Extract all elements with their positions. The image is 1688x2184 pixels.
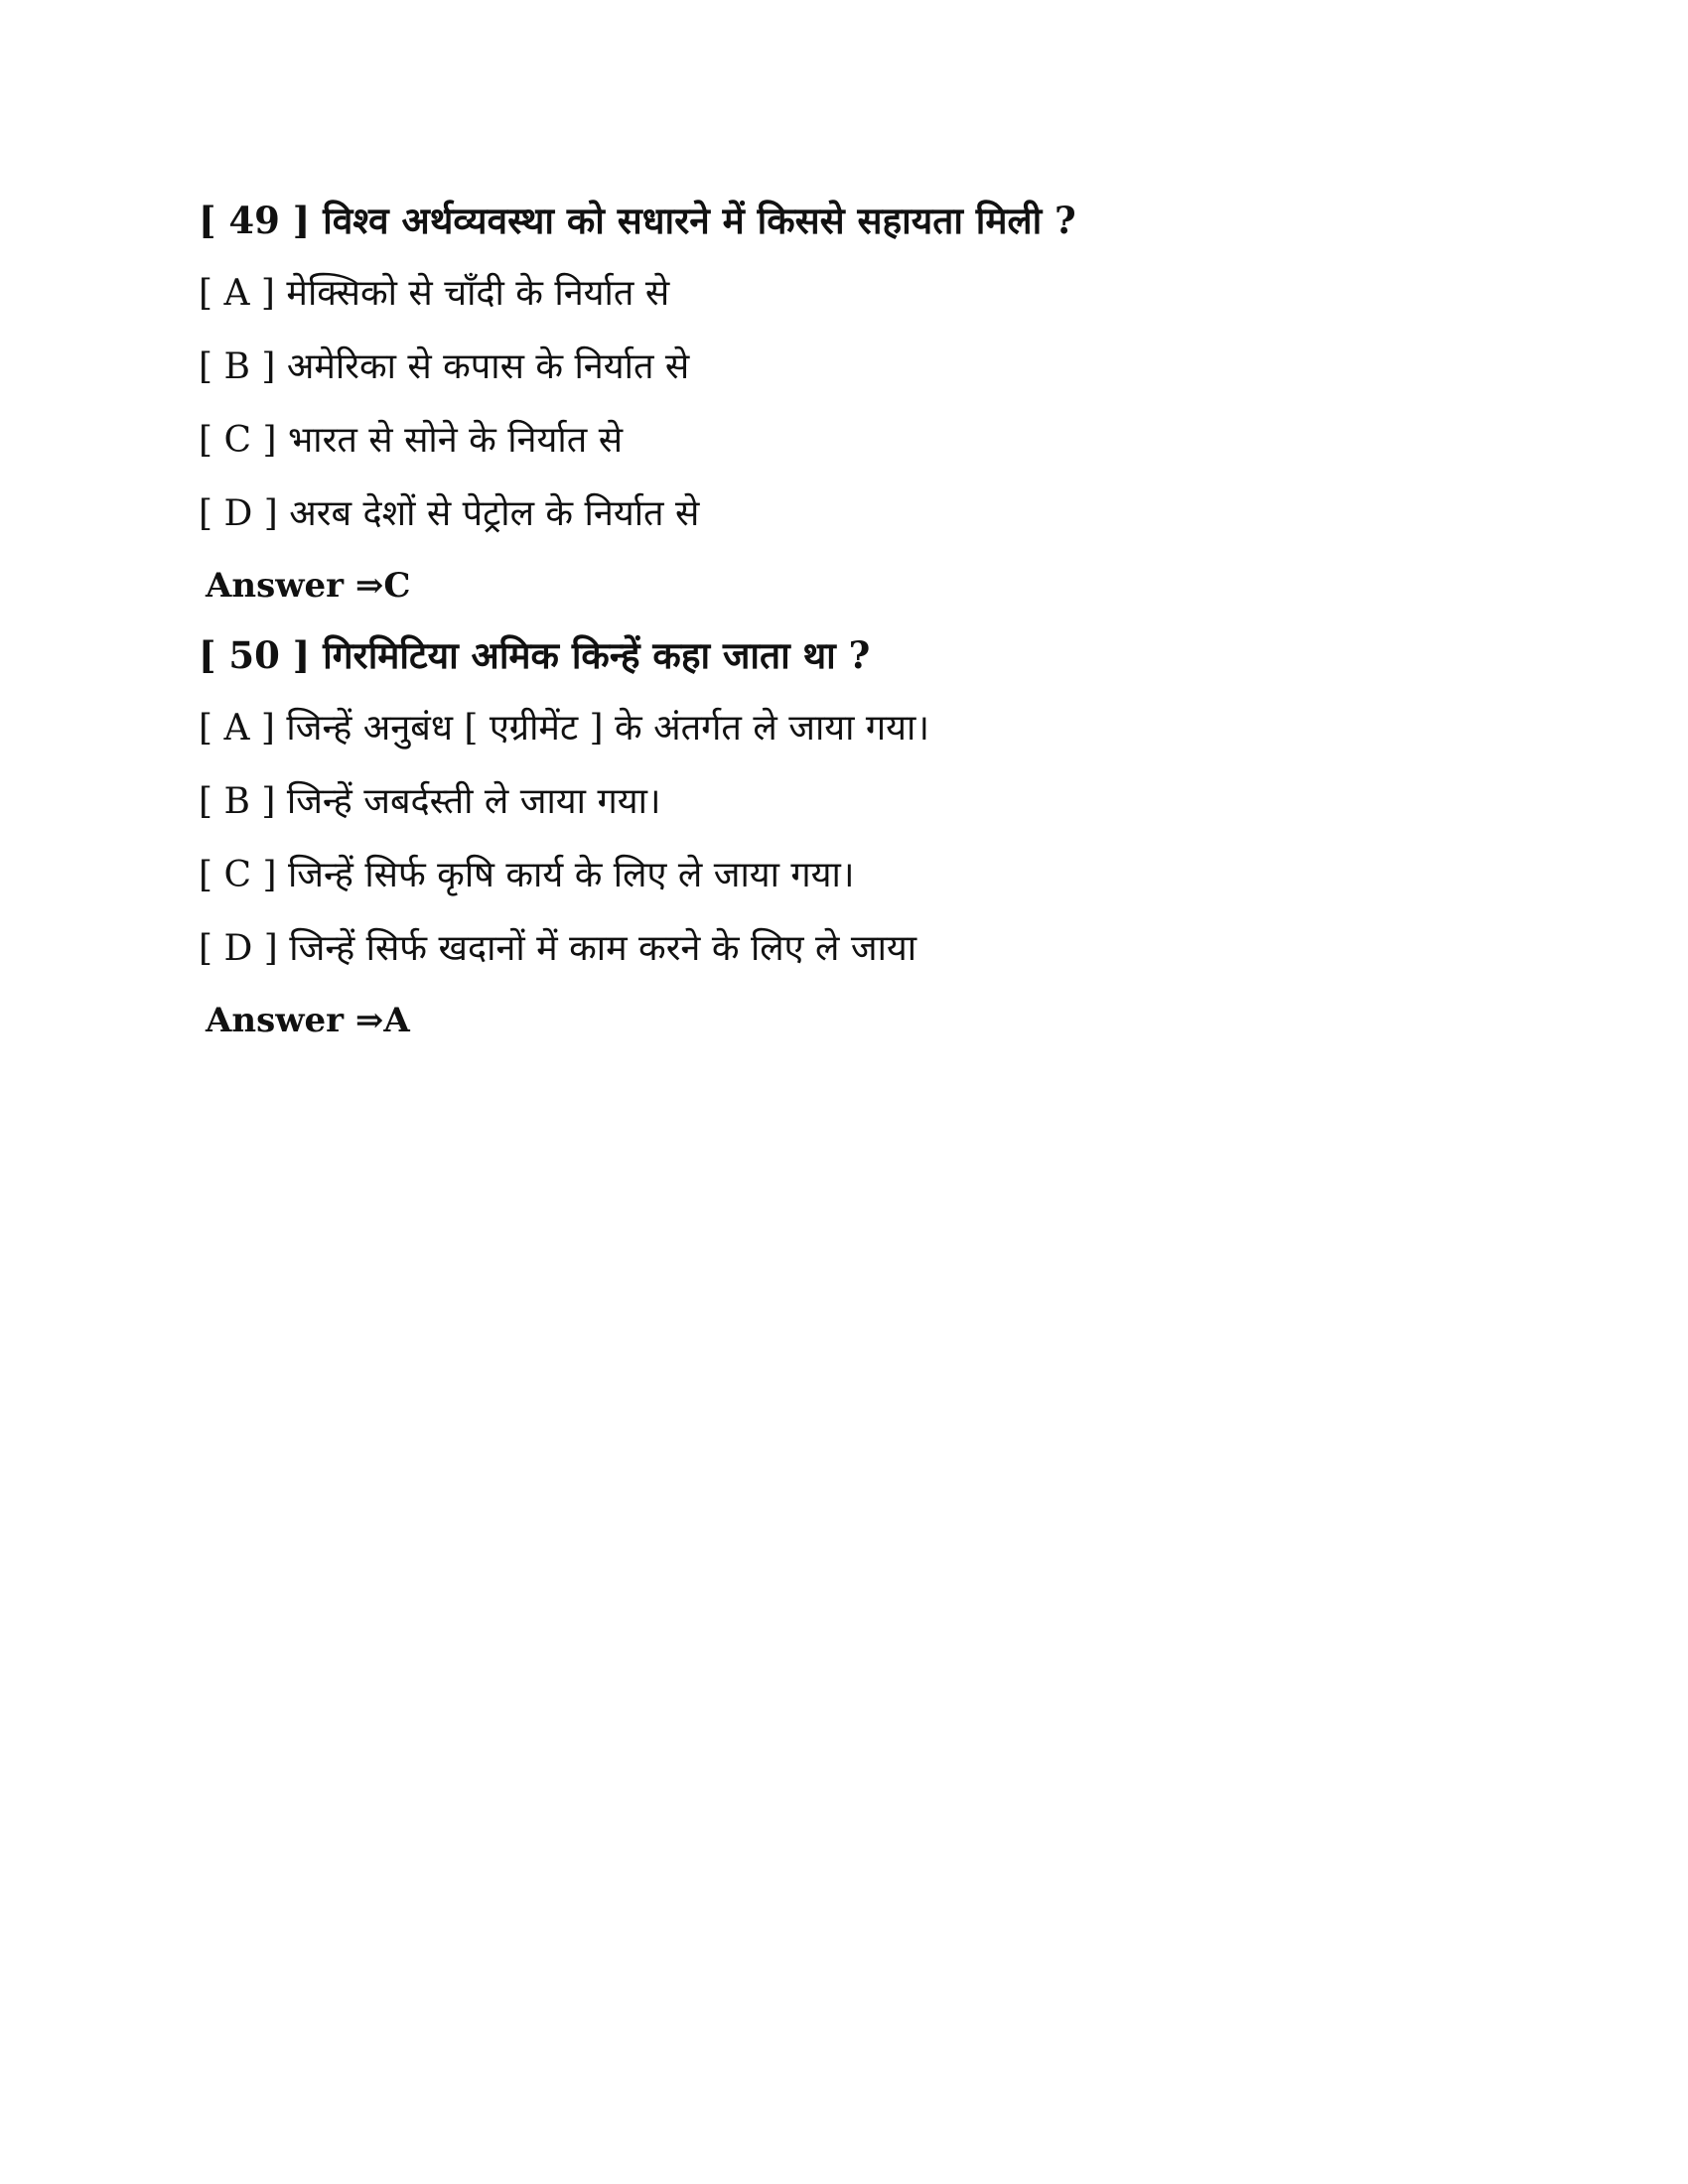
question-50-option-d: [ D ] जिन्हें सिर्फ खदानों में काम करने के लिए ले जाया bbox=[199, 928, 917, 969]
question-50-option-b: [ B ] जिन्हें जबर्दस्ती ले जाया गया। bbox=[199, 781, 661, 822]
question-49-answer: Answer ⇒C bbox=[206, 566, 411, 606]
question-50: [ 50 ] गिरमिटिया अमिक किन्हें कहा जाता था ? bbox=[199, 633, 871, 677]
question-50-option-c: [ C ] जिन्हें सिर्फ कृषि कार्य के लिए ले जाया गया। bbox=[199, 855, 855, 895]
question-49: [ 49 ] विश्व अर्थव्यवस्था को सधारने में किससे सहायता मिली ? bbox=[199, 199, 1076, 242]
question-49-option-b: [ B ] अमेरिका से कपास के निर्यात से bbox=[199, 346, 690, 387]
question-50-option-a: [ A ] जिन्हें अनुबंध [ एग्रीमेंट ] के अंतर्गत ले जाया गया। bbox=[199, 708, 930, 749]
question-49-option-d: [ D ] अरब देशों से पेट्रोल के निर्यात से bbox=[199, 493, 700, 534]
question-49-option-a: [ A ] मेक्सिको से चाँदी के निर्यात से bbox=[199, 273, 670, 314]
question-50-answer: Answer ⇒A bbox=[206, 1001, 410, 1040]
question-49-option-c: [ C ] भारत से सोने के निर्यात से bbox=[199, 420, 624, 461]
